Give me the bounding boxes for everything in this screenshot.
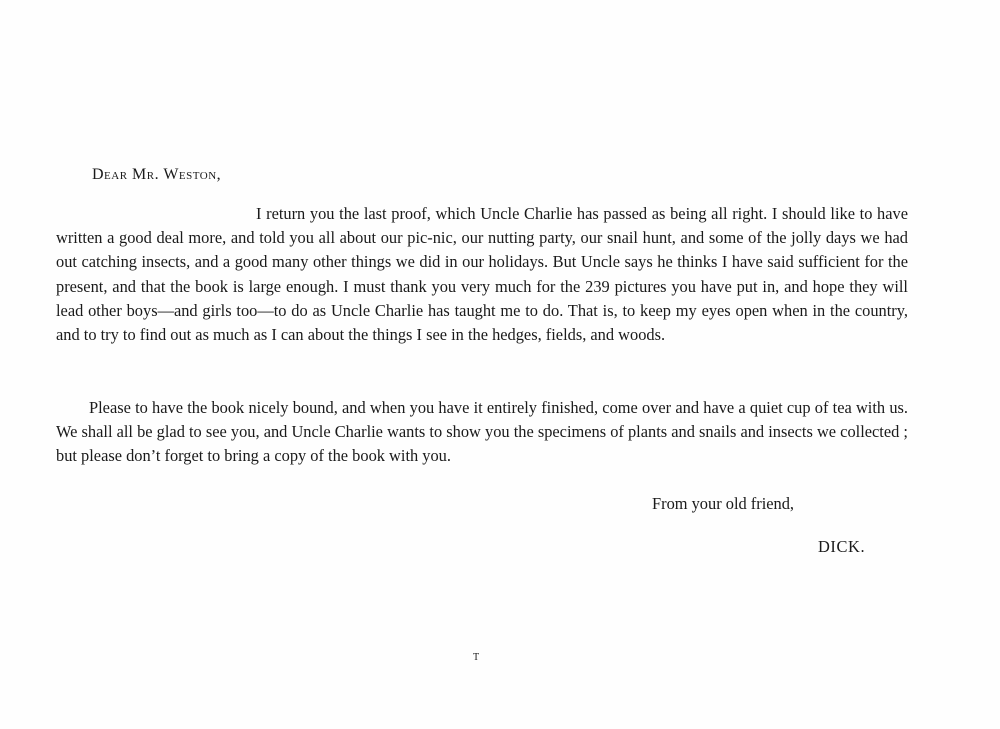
page-mark: T <box>473 652 480 663</box>
letter-salutation: Dear Mr. Weston, <box>92 166 222 183</box>
letter-closing: From your old friend, <box>652 494 795 513</box>
letter-signature: DICK. <box>818 537 866 556</box>
letter-paragraph-1: I return you the last proof, which Uncle Charlie has passed as being all right. I should like to have written a good deal more, and told you all about our pic-nic, our nutting party, our snail hunt, and some of the jolly days we had out catching insects, and a good many other things we did in our holidays. But Uncle says he thinks I have said sufficient for the present, and that the book is large enough. I must thank you very much for the 239 pictures you have put in, and hope they will lead other boys—and girls too—to do as Uncle Charlie has taught me to do. That is, to keep my eyes open when in the country, and to try to find out as much as I can about the things I see in the hedges, fields, and woods. <box>56 204 908 345</box>
letter-paragraph-2: Please to have the book nicely bound, and when you have it entirely finished, come over and have a quiet cup of tea with us. We shall all be glad to see you, and Uncle Charlie wants to show you the specimens of plants and snails and insects we collected ; but please don’t forget to bring a copy of the book with you. <box>56 398 908 466</box>
